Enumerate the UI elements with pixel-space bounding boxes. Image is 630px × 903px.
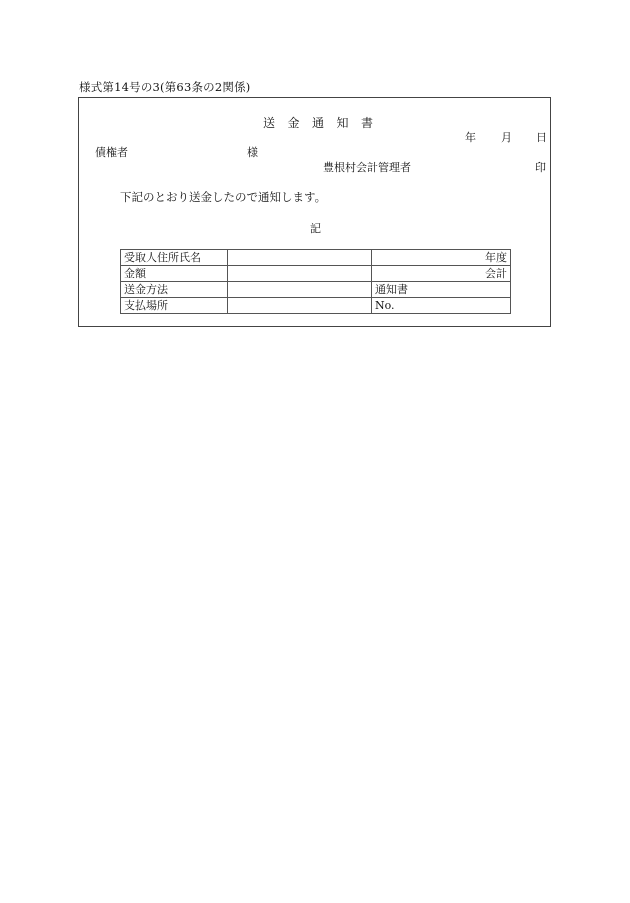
row-right-cell: No. xyxy=(372,298,511,314)
honorific-label: 様 xyxy=(247,146,258,159)
table-row xyxy=(121,282,511,298)
seal-mark: 印 xyxy=(535,161,546,174)
row-value-field xyxy=(228,266,372,282)
row-label: 支払場所 xyxy=(121,298,228,314)
row-right-cell: 通知書 xyxy=(372,282,511,298)
row-label: 金額 xyxy=(121,266,228,282)
date-year-label: 年 xyxy=(465,131,476,144)
form-number: 様式第14号の3(第63条の2関係) xyxy=(79,80,251,94)
document-title: 送金通知書 xyxy=(263,116,386,130)
row-value-field xyxy=(228,250,372,266)
notice-frame xyxy=(78,97,551,327)
sender-name: 豊根村会計管理者 xyxy=(323,161,411,174)
remittance-details-table xyxy=(120,249,511,314)
row-label: 受取人住所氏名 xyxy=(121,250,228,266)
table-row xyxy=(121,266,511,282)
notice-body-text: 下記のとおり送金したので通知します。 xyxy=(120,190,327,204)
row-value-field xyxy=(228,282,372,298)
row-right-cell: 年度 xyxy=(372,250,511,266)
date-month-label: 月 xyxy=(501,131,512,144)
ki-label: 記 xyxy=(310,222,321,235)
row-right-cell: 会計 xyxy=(372,266,511,282)
row-label: 送金方法 xyxy=(121,282,228,298)
table-row xyxy=(121,250,511,266)
row-value-field xyxy=(228,298,372,314)
creditor-label: 債権者 xyxy=(95,146,128,159)
table-row xyxy=(121,298,511,314)
date-day-label: 日 xyxy=(536,131,547,144)
